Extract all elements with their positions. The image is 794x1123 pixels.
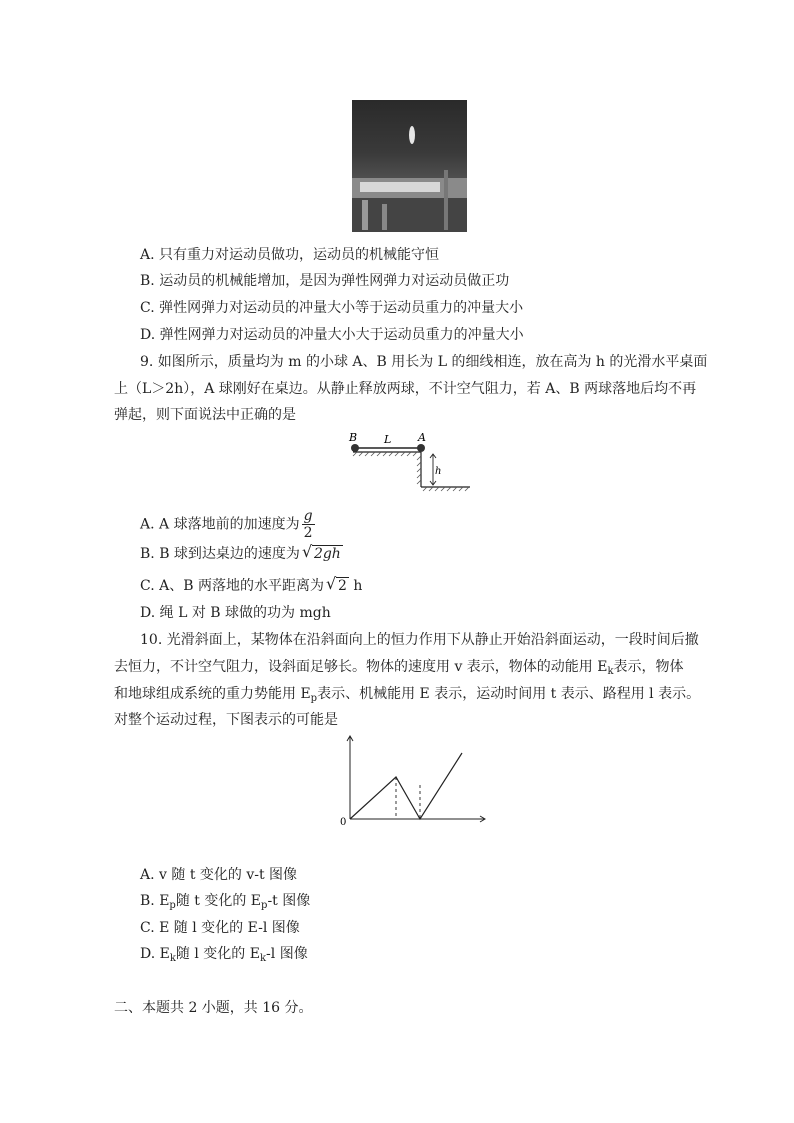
label-h: h [435, 466, 442, 477]
q9-option-a: A. A 球落地前的加速度为 $\frac{g}{2}$ [140, 508, 313, 541]
q9-stem-line2: 上（L＞2h），A 球刚好在桌边。从静止释放两球，不计空气阻力，若 A、B 两球落地后均不再 [114, 381, 697, 397]
table-surface [353, 452, 421, 487]
q9-stem-line3: 弹起，则下面说法中正确的是 [114, 407, 296, 423]
fraction-g-over-2: $\frac{g}{2}$ [303, 508, 313, 541]
sqrt-2: √ 2 [325, 574, 347, 594]
q9-stem-line1: 9. 如图所示，质量均为 m 的小球 A、B 用长为 L 的细线相连，放在高为 h 的光滑水平桌面 [140, 354, 708, 370]
q10-stem-line2: 去恒力，不计空气阻力，设斜面足够长。物体的速度用 v 表示，物体的动能用 $E_k$表示，物体 [114, 659, 684, 677]
graph-line [350, 753, 462, 819]
ball-a [417, 444, 425, 452]
q10-option-d: D. $E_k$随 l 变化的 $E_k-l$ 图像 [140, 946, 308, 964]
q10-option-a: A. v 随 t 变化的 v-t 图像 [140, 867, 298, 883]
section2-title: 二、本题共 2 小题，共 16 分。 [114, 1000, 313, 1016]
q9-option-c: C. A、B 两落地的水平距离为 √ 2 h [140, 574, 363, 594]
sqrt-2gh: √ 2gh [301, 542, 341, 562]
q10-option-c: C. E 随 l 变化的 E-l 图像 [140, 920, 300, 936]
q8-option-c: C. 弹性网弹力对运动员的冲量大小等于运动员重力的冲量大小 [140, 300, 524, 316]
q10-graph [335, 733, 495, 833]
trampoline-photo [352, 100, 467, 232]
photo-content [352, 100, 467, 232]
q10-stem-line3: 和地球组成系统的重力势能用 $E_p$表示、机械能用 E 表示，运动时间用 t 表示、路程用 l 表示。 [114, 686, 701, 704]
q10-stem-line4: 对整个运动过程，下图表示的可能是 [114, 712, 338, 728]
q9-option-b: B. B 球到达桌边的速度为 √ 2gh [140, 542, 341, 562]
q10-stem-line1: 10. 光滑斜面上，某物体在沿斜面向上的恒力作用下从静止开始沿斜面运动，一段时间后撤 [140, 632, 699, 648]
q9-option-d: D. 绳 L 对 B 球做的功为 mgh [140, 605, 331, 621]
ground [421, 487, 470, 491]
q8-option-b: B. 运动员的机械能增加，是因为弹性网弹力对运动员做正功 [140, 273, 510, 289]
q8-option-d: D. 弹性网弹力对运动员的冲量大小大于运动员重力的冲量大小 [140, 327, 524, 343]
q8-option-a: A. 只有重力对运动员做功，运动员的机械能守恒 [140, 247, 440, 263]
ball-b [351, 444, 359, 452]
label-a: A [418, 431, 426, 444]
q9-figure [345, 430, 475, 495]
q10-option-b: B. $E_p$随 t 变化的 $E_p-t$ 图像 [140, 893, 311, 911]
label-l: L [384, 433, 392, 446]
label-b: B [349, 431, 358, 444]
origin-label: 0 [340, 817, 347, 828]
